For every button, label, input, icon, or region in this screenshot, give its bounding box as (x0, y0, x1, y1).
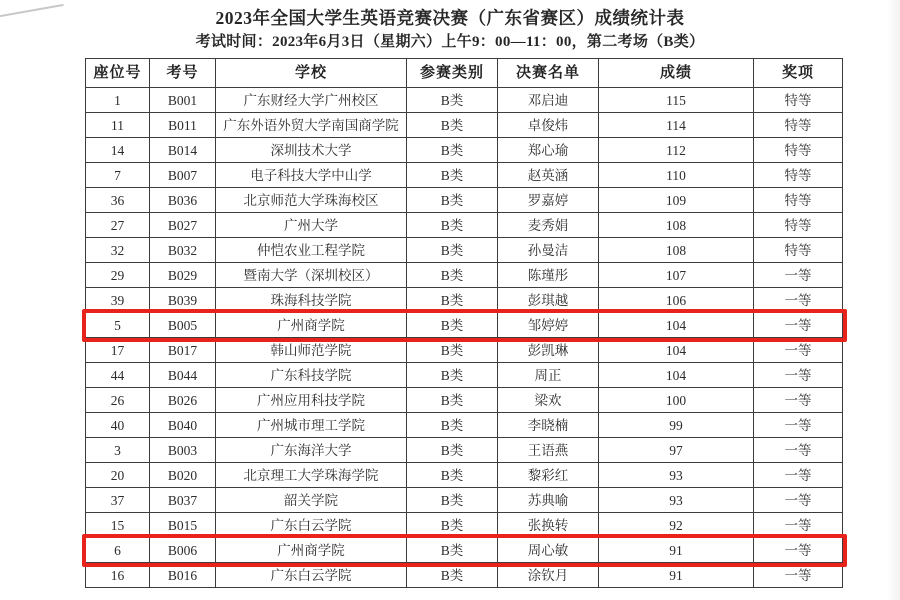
cell-school: 电子科技大学中山学 (216, 163, 407, 188)
cell-name: 郑心瑜 (498, 138, 599, 163)
cell-score: 107 (599, 263, 754, 288)
cell-score: 112 (599, 138, 754, 163)
cell-award: 特等 (754, 138, 843, 163)
column-header-0: 座位号 (86, 59, 150, 88)
results-table (85, 58, 843, 588)
cell-name: 涂钦月 (498, 563, 599, 588)
cell-seat: 27 (86, 213, 150, 238)
cell-category: B类 (407, 438, 498, 463)
cell-category: B类 (407, 563, 498, 588)
cell-name: 孙曼洁 (498, 238, 599, 263)
cell-name: 苏典喻 (498, 488, 599, 513)
cell-exam_no: B001 (150, 88, 216, 113)
cell-exam_no: B015 (150, 513, 216, 538)
cell-school: 广州商学院 (216, 538, 407, 563)
table-row (86, 138, 843, 163)
table-body (86, 88, 843, 588)
cell-score: 93 (599, 463, 754, 488)
cell-name: 邓启迪 (498, 88, 599, 113)
cell-award: 特等 (754, 88, 843, 113)
table-row (86, 538, 843, 563)
cell-score: 106 (599, 288, 754, 313)
table-row (86, 113, 843, 138)
cell-category: B类 (407, 488, 498, 513)
cell-exam_no: B017 (150, 338, 216, 363)
cell-category: B类 (407, 388, 498, 413)
cell-seat: 37 (86, 488, 150, 513)
cell-score: 109 (599, 188, 754, 213)
cell-name: 彭琪越 (498, 288, 599, 313)
table-row (86, 163, 843, 188)
cell-seat: 40 (86, 413, 150, 438)
cell-award: 特等 (754, 113, 843, 138)
cell-school: 韩山师范学院 (216, 338, 407, 363)
exam-session-info: 考试时间：2023年6月3日（星期六）上午9：00—11：00，第二考场（B类） (195, 34, 705, 50)
table-row (86, 238, 843, 263)
cell-school: 广东科技学院 (216, 363, 407, 388)
cell-name: 李晓楠 (498, 413, 599, 438)
cell-seat: 17 (86, 338, 150, 363)
cell-seat: 3 (86, 438, 150, 463)
cell-category: B类 (407, 313, 498, 338)
cell-school: 珠海科技学院 (216, 288, 407, 313)
table-row (86, 413, 843, 438)
cell-award: 一等 (754, 563, 843, 588)
cell-category: B类 (407, 238, 498, 263)
table-row (86, 488, 843, 513)
cell-exam_no: B016 (150, 563, 216, 588)
cell-award: 一等 (754, 388, 843, 413)
cell-school: 深圳技术大学 (216, 138, 407, 163)
table-row (86, 88, 843, 113)
cell-score: 100 (599, 388, 754, 413)
cell-seat: 11 (86, 113, 150, 138)
cell-score: 99 (599, 413, 754, 438)
cell-exam_no: B029 (150, 263, 216, 288)
cell-score: 97 (599, 438, 754, 463)
column-header-2: 学校 (216, 59, 407, 88)
cell-score: 93 (599, 488, 754, 513)
table-row (86, 288, 843, 313)
table-row (86, 463, 843, 488)
table-row (86, 188, 843, 213)
cell-seat: 15 (86, 513, 150, 538)
cell-school: 暨南大学（深圳校区） (216, 263, 407, 288)
cell-score: 91 (599, 563, 754, 588)
cell-school: 广州应用科技学院 (216, 388, 407, 413)
cell-seat: 5 (86, 313, 150, 338)
cell-name: 王语燕 (498, 438, 599, 463)
cell-category: B类 (407, 513, 498, 538)
table-row (86, 438, 843, 463)
cell-seat: 26 (86, 388, 150, 413)
cell-school: 广东财经大学广州校区 (216, 88, 407, 113)
cell-score: 108 (599, 238, 754, 263)
cell-school: 广东海洋大学 (216, 438, 407, 463)
cell-school: 广州城市理工学院 (216, 413, 407, 438)
cell-award: 一等 (754, 438, 843, 463)
table-row (86, 338, 843, 363)
cell-category: B类 (407, 288, 498, 313)
cell-name: 张换转 (498, 513, 599, 538)
cell-school: 广州商学院 (216, 313, 407, 338)
cell-category: B类 (407, 263, 498, 288)
cell-school: 广东外语外贸大学南国商学院 (216, 113, 407, 138)
cell-name: 周正 (498, 363, 599, 388)
cell-exam_no: B040 (150, 413, 216, 438)
cell-seat: 14 (86, 138, 150, 163)
cell-exam_no: B011 (150, 113, 216, 138)
table-header (86, 59, 843, 88)
cell-award: 一等 (754, 363, 843, 388)
cell-category: B类 (407, 113, 498, 138)
cell-seat: 7 (86, 163, 150, 188)
cell-exam_no: B027 (150, 213, 216, 238)
cell-exam_no: B007 (150, 163, 216, 188)
cell-exam_no: B036 (150, 188, 216, 213)
cell-award: 一等 (754, 313, 843, 338)
cell-name: 赵英涵 (498, 163, 599, 188)
cell-school: 仲恺农业工程学院 (216, 238, 407, 263)
cell-category: B类 (407, 413, 498, 438)
column-header-1: 考号 (150, 59, 216, 88)
cell-school: 韶关学院 (216, 488, 407, 513)
cell-award: 一等 (754, 413, 843, 438)
cell-exam_no: B003 (150, 438, 216, 463)
cell-score: 91 (599, 538, 754, 563)
cell-name: 邹婷婷 (498, 313, 599, 338)
cell-category: B类 (407, 338, 498, 363)
cell-exam_no: B032 (150, 238, 216, 263)
cell-exam_no: B006 (150, 538, 216, 563)
cell-name: 卓俊炜 (498, 113, 599, 138)
cell-exam_no: B014 (150, 138, 216, 163)
cell-award: 特等 (754, 163, 843, 188)
column-header-3: 参赛类别 (407, 59, 498, 88)
cell-category: B类 (407, 138, 498, 163)
cell-school: 广东白云学院 (216, 563, 407, 588)
cell-score: 114 (599, 113, 754, 138)
cell-category: B类 (407, 463, 498, 488)
cell-seat: 36 (86, 188, 150, 213)
cell-score: 92 (599, 513, 754, 538)
cell-seat: 16 (86, 563, 150, 588)
cell-name: 陈瑾彤 (498, 263, 599, 288)
cell-exam_no: B005 (150, 313, 216, 338)
cell-school: 广东白云学院 (216, 513, 407, 538)
cell-category: B类 (407, 538, 498, 563)
cell-award: 一等 (754, 263, 843, 288)
table-row (86, 363, 843, 388)
cell-name: 周心敏 (498, 538, 599, 563)
table-row (86, 388, 843, 413)
cell-name: 梁欢 (498, 388, 599, 413)
cell-score: 104 (599, 313, 754, 338)
cell-award: 一等 (754, 338, 843, 363)
cell-score: 104 (599, 363, 754, 388)
cell-exam_no: B037 (150, 488, 216, 513)
header-row (86, 59, 843, 88)
cell-seat: 29 (86, 263, 150, 288)
cell-school: 广州大学 (216, 213, 407, 238)
cell-seat: 32 (86, 238, 150, 263)
cell-award: 一等 (754, 488, 843, 513)
cell-award: 特等 (754, 238, 843, 263)
cell-seat: 44 (86, 363, 150, 388)
cell-seat: 39 (86, 288, 150, 313)
cell-school: 北京理工大学珠海学院 (216, 463, 407, 488)
cell-award: 一等 (754, 513, 843, 538)
cell-exam_no: B020 (150, 463, 216, 488)
cell-name: 麦秀娟 (498, 213, 599, 238)
cell-category: B类 (407, 213, 498, 238)
cell-name: 黎彩红 (498, 463, 599, 488)
cell-score: 115 (599, 88, 754, 113)
cell-award: 一等 (754, 463, 843, 488)
table-row (86, 563, 843, 588)
cell-school: 北京师范大学珠海校区 (216, 188, 407, 213)
page-title: 2023年全国大学生英语竞赛决赛（广东省赛区）成绩统计表 (215, 8, 685, 28)
cell-category: B类 (407, 88, 498, 113)
table-row (86, 313, 843, 338)
table-row (86, 513, 843, 538)
cell-score: 108 (599, 213, 754, 238)
cell-exam_no: B044 (150, 363, 216, 388)
table-row (86, 263, 843, 288)
cell-name: 罗嘉婷 (498, 188, 599, 213)
cell-award: 一等 (754, 288, 843, 313)
cell-award: 特等 (754, 188, 843, 213)
cell-seat: 6 (86, 538, 150, 563)
cell-exam_no: B026 (150, 388, 216, 413)
table-row (86, 213, 843, 238)
cell-award: 一等 (754, 538, 843, 563)
column-header-4: 决赛名单 (498, 59, 599, 88)
cell-seat: 1 (86, 88, 150, 113)
cell-category: B类 (407, 188, 498, 213)
cell-name: 彭凯琳 (498, 338, 599, 363)
cell-category: B类 (407, 363, 498, 388)
column-header-6: 奖项 (754, 59, 843, 88)
column-header-5: 成绩 (599, 59, 754, 88)
cell-category: B类 (407, 163, 498, 188)
cell-seat: 20 (86, 463, 150, 488)
cell-score: 110 (599, 163, 754, 188)
cell-score: 104 (599, 338, 754, 363)
cell-award: 特等 (754, 213, 843, 238)
cell-exam_no: B039 (150, 288, 216, 313)
